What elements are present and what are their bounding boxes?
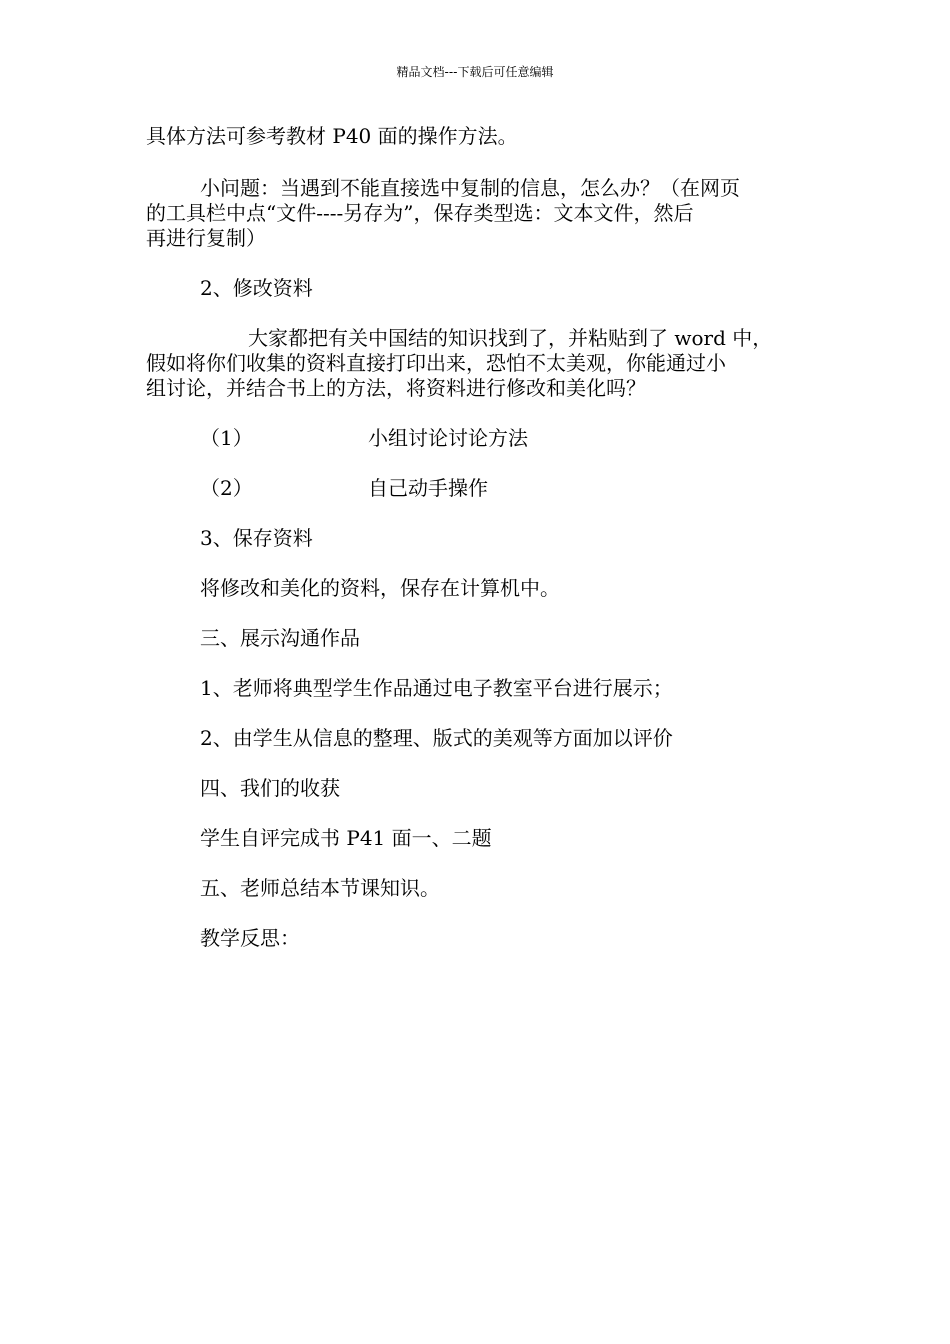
text-line: 组讨论，并结合书上的方法，将资料进行修改和美化吗？ bbox=[146, 376, 646, 400]
section-heading: 四、我们的收获 bbox=[200, 776, 340, 800]
text-line: 具体方法可参考教材 P40 面的操作方法。 bbox=[146, 124, 518, 148]
text-line: 教学反思： bbox=[200, 926, 300, 950]
list-item-number: （2） bbox=[200, 476, 253, 500]
text-line: 的工具栏中点“文件----另存为”，保存类型选：文本文件，然后 bbox=[146, 201, 694, 225]
page-header: 精品文档---下载后可任意编辑 bbox=[396, 65, 554, 79]
text-line: 假如将你们收集的资料直接打印出来，恐怕不太美观，你能通过小 bbox=[146, 351, 726, 375]
section-heading: 三、展示沟通作品 bbox=[200, 626, 360, 650]
list-item-text: 小组讨论讨论方法 bbox=[368, 426, 528, 450]
text-line: 再进行复制） bbox=[146, 226, 266, 250]
text-line: 将修改和美化的资料，保存在计算机中。 bbox=[200, 576, 560, 600]
text-line: 大家都把有关中国结的知识找到了，并粘贴到了 word 中， bbox=[248, 326, 773, 350]
section-heading: 3、保存资料 bbox=[200, 526, 313, 550]
text-line: 2、由学生从信息的整理、版式的美观等方面加以评价 bbox=[200, 726, 673, 750]
section-heading: 2、修改资料 bbox=[200, 276, 313, 300]
section-heading: 五、老师总结本节课知识。 bbox=[200, 876, 440, 900]
text-line: 1、老师将典型学生作品通过电子教室平台进行展示； bbox=[200, 676, 673, 700]
text-line: 学生自评完成书 P41 面一、二题 bbox=[200, 826, 492, 850]
list-item-text: 自己动手操作 bbox=[368, 476, 488, 500]
list-item-number: （1） bbox=[200, 426, 253, 450]
text-line: 小问题：当遇到不能直接选中复制的信息，怎么办？（在网页 bbox=[200, 176, 740, 200]
